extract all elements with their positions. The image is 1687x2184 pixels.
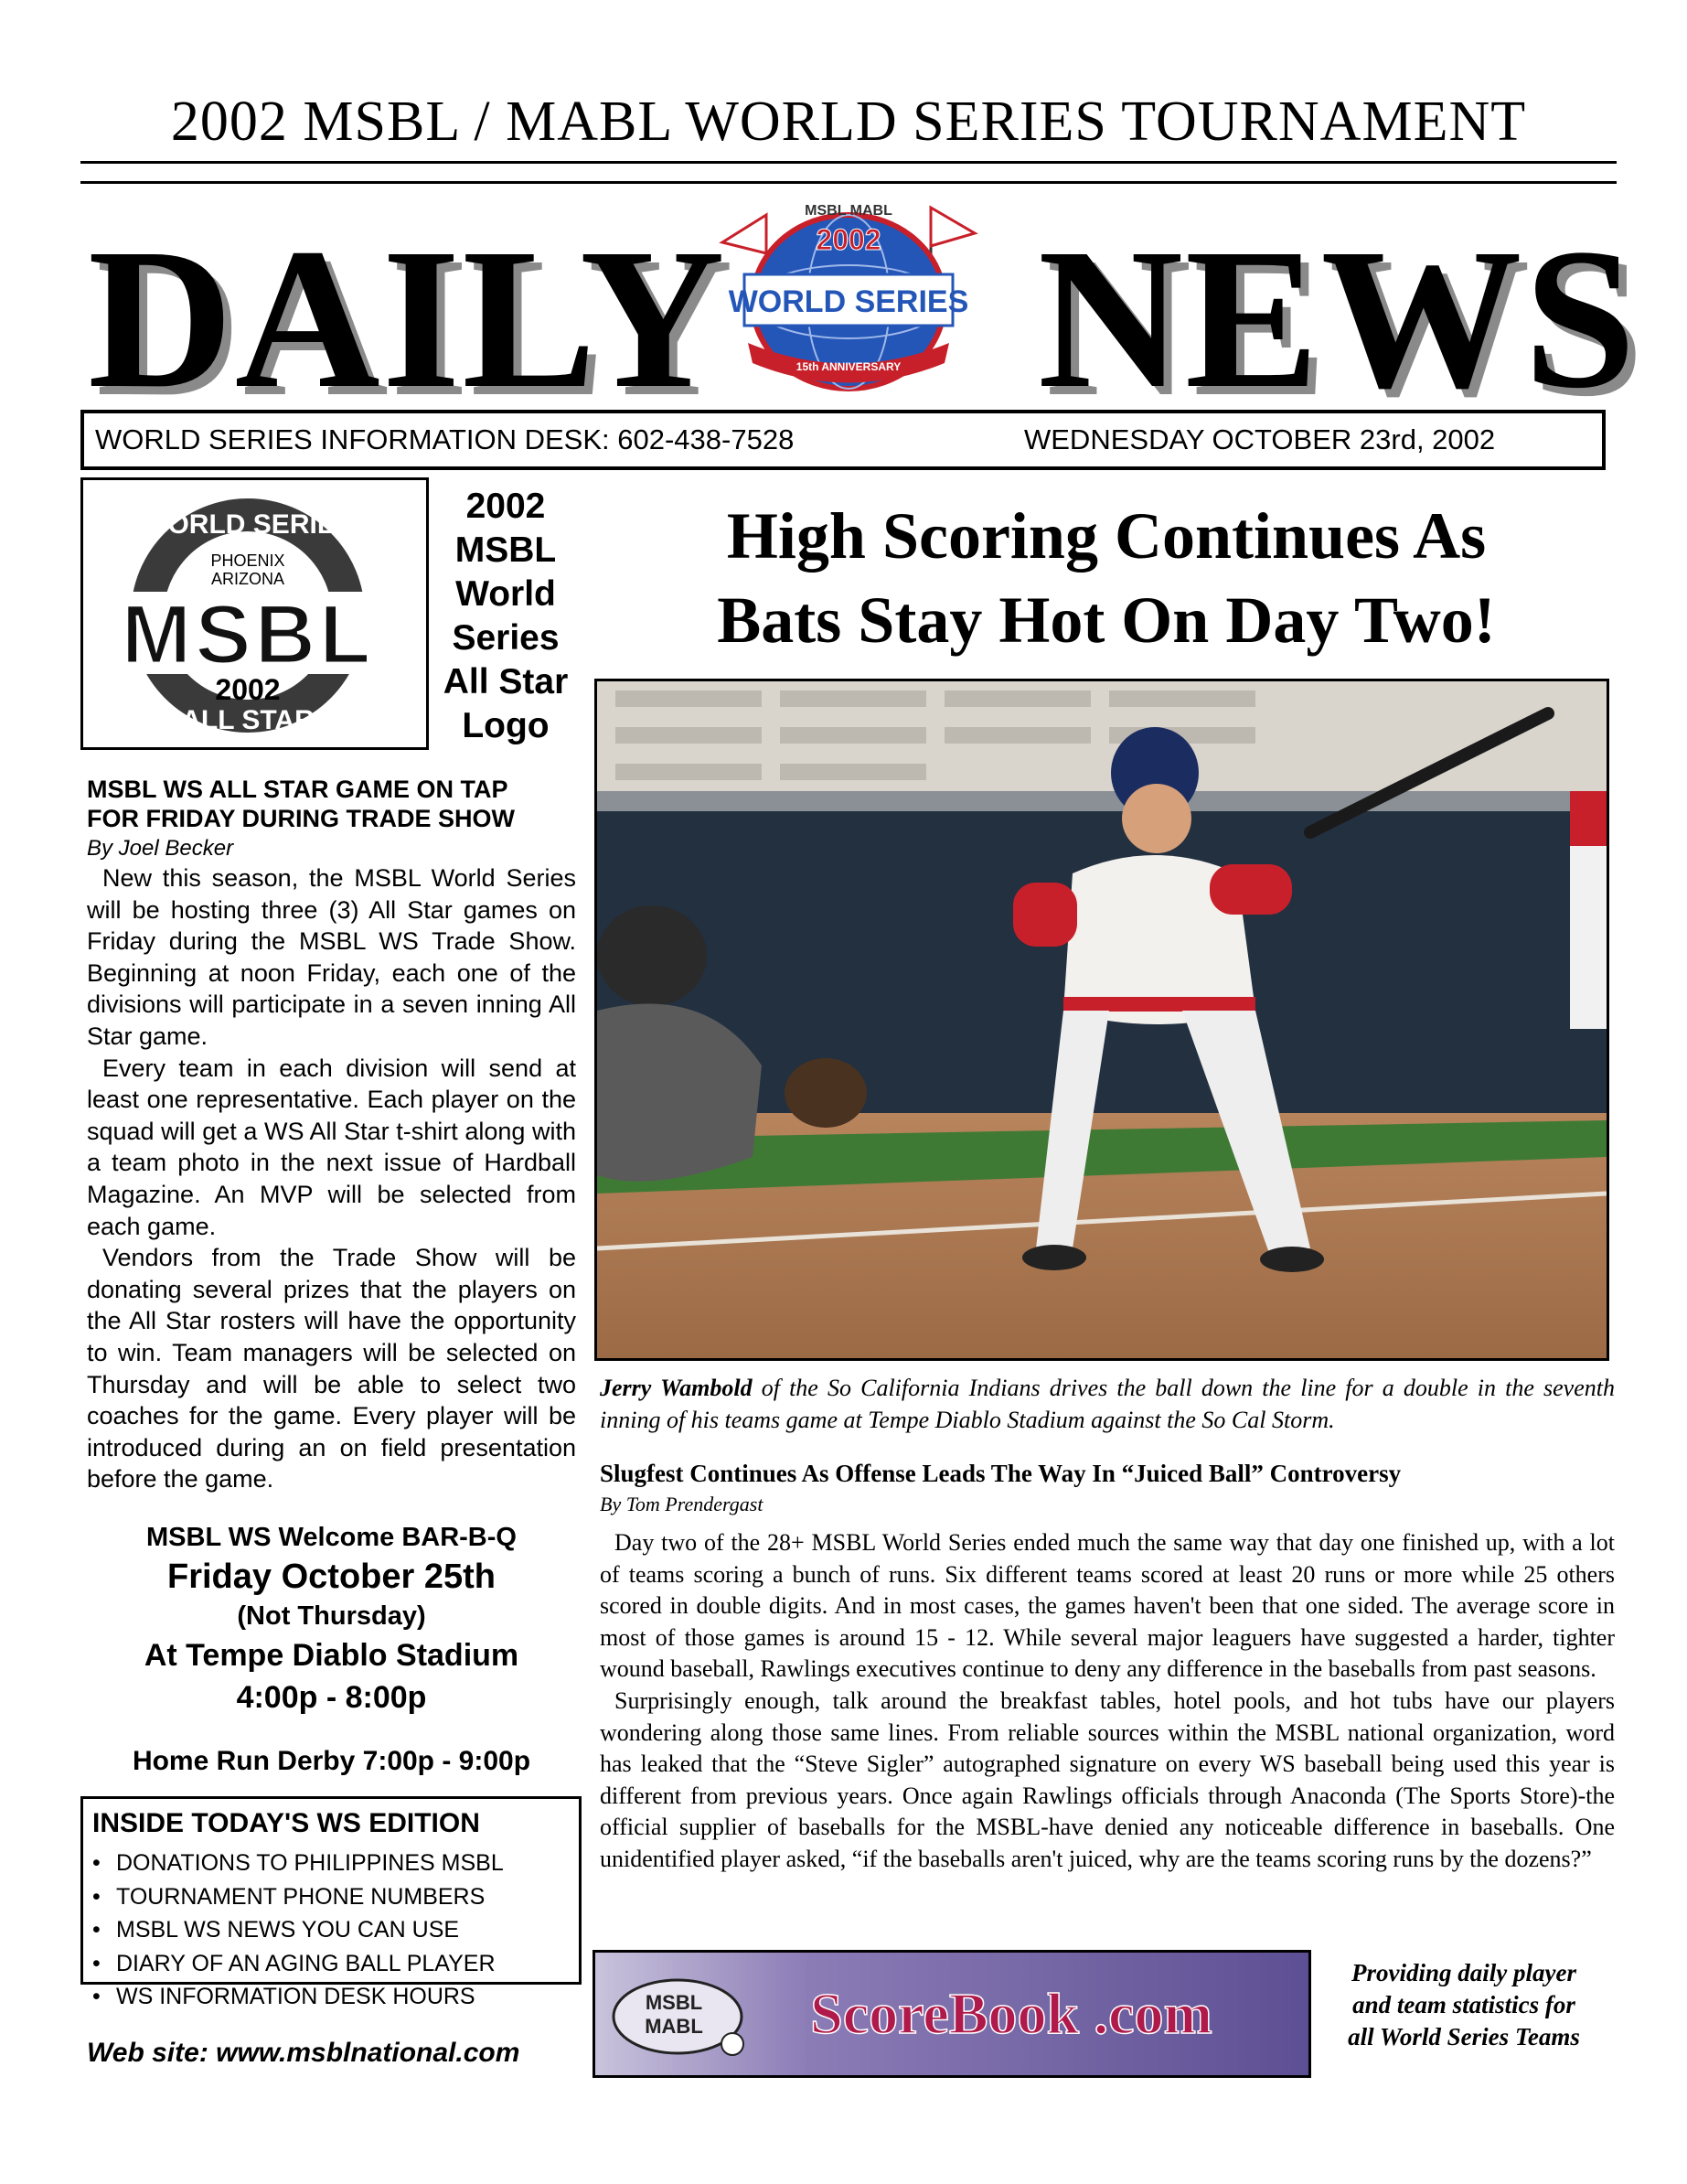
allstar-article bbox=[87, 775, 576, 1495]
ad-tagline-line: all World Series Teams bbox=[1348, 2023, 1580, 2050]
tournament-title: 2002 MSBL / MABL WORLD SERIES TOURNAMENT bbox=[170, 91, 1527, 153]
allstar-article-body bbox=[87, 862, 576, 1495]
inside-edition-box bbox=[80, 1796, 582, 2009]
inside-edition-title: INSIDE TODAY'S WS EDITION bbox=[92, 1808, 480, 1838]
issue-date: WEDNESDAY OCTOBER 23rd, 2002 bbox=[1024, 423, 1496, 455]
title-rule-top bbox=[80, 161, 1617, 164]
allstar-caption-line: 2002 bbox=[465, 487, 546, 526]
ws-logo-ribbon: 15th ANNIVERSARY bbox=[795, 360, 902, 373]
allstar-year: 2002 bbox=[215, 673, 281, 706]
home-run-derby: Home Run Derby 7:00p - 9:00p bbox=[132, 1746, 531, 1776]
inside-edition-item: • DONATIONS TO PHILIPPINES MSBL bbox=[92, 1847, 504, 1880]
ad-brand: ScoreBook .com bbox=[810, 1981, 1212, 2046]
allstar-caption-line: World bbox=[455, 574, 556, 614]
bbq-notice bbox=[87, 1520, 576, 1780]
allstar-logo-graphic bbox=[83, 480, 426, 747]
bbq-note: (Not Thursday) bbox=[237, 1601, 426, 1631]
batter-photo bbox=[594, 679, 1609, 1361]
allstar-letters: MSBL bbox=[121, 588, 375, 681]
article-paragraph: New this season, the MSBL World Series will be hosting three (3) All Star games on Friday during the MSBL WS Trade Show. Beginning at noon Friday, each one of the divisions will participate in a seven inning All Star game. bbox=[87, 864, 576, 1050]
inside-edition-item: • MSBL WS NEWS YOU CAN USE bbox=[92, 1913, 504, 1947]
ws-logo-title: WORLD SERIES bbox=[728, 284, 969, 319]
headline-line-1: High Scoring Continues As bbox=[726, 499, 1487, 573]
masthead-news: NEWS bbox=[1038, 207, 1638, 430]
title-rule-bottom bbox=[80, 181, 1617, 184]
bbq-time: 4:00p - 8:00p bbox=[236, 1680, 427, 1715]
allstar-logo-box bbox=[80, 477, 429, 750]
slugfest-byline: By Tom Prendergast bbox=[600, 1493, 763, 1515]
allstar-caption-line: Logo bbox=[462, 706, 550, 745]
caption-player-name: Jerry Wambold bbox=[600, 1375, 753, 1401]
article-paragraph: Vendors from the Trade Show will be donating several prizes that the players on the All Star rosters will have the opportunity to win. Team managers will be selected on Thursday and will be able to select two coaches for the game. Every player will be introduced during an on field presentation before the game. bbox=[87, 1244, 576, 1493]
ws-logo-top-text: MSBL MABL bbox=[805, 203, 892, 219]
inside-edition-item: • TOURNAMENT PHONE NUMBERS bbox=[92, 1880, 504, 1914]
inside-edition-list bbox=[92, 1847, 504, 2014]
inside-edition-item: • DIARY OF AN AGING BALL PLAYER bbox=[92, 1947, 504, 1981]
website-link[interactable]: Web site: www.msblnational.com bbox=[87, 2038, 520, 2068]
ad-logo-line-1: MSBL bbox=[645, 1991, 703, 2014]
masthead-daily: DAILY bbox=[88, 207, 727, 430]
ad-logo-line-2: MABL bbox=[645, 2015, 703, 2038]
inside-edition-item: • WS INFORMATION DESK HOURS bbox=[92, 1980, 504, 2014]
ad-tagline-line: and team statistics for bbox=[1352, 1991, 1575, 2018]
allstar-arc-bottom: ALL STAR bbox=[181, 705, 315, 735]
slugfest-body bbox=[600, 1527, 1615, 1876]
allstar-article-headline-2: FOR FRIDAY DURING TRADE SHOW bbox=[87, 805, 516, 832]
ad-tagline bbox=[1313, 1957, 1615, 2053]
bbq-title: MSBL WS Welcome BAR-B-Q bbox=[146, 1523, 517, 1552]
info-desk-phone: WORLD SERIES INFORMATION DESK: 602-438-7528 bbox=[95, 423, 795, 455]
main-headline bbox=[594, 494, 1618, 662]
bbq-date: Friday October 25th bbox=[167, 1558, 496, 1596]
world-series-logo bbox=[711, 187, 986, 400]
ws-logo-year: 2002 bbox=[816, 223, 881, 256]
allstar-arc-top: WORLD SERIES bbox=[142, 509, 354, 540]
allstar-article-headline-1: MSBL WS ALL STAR GAME ON TAP bbox=[87, 776, 508, 803]
allstar-caption-line: MSBL bbox=[454, 530, 557, 570]
allstar-caption-line: All Star bbox=[443, 662, 569, 701]
article-paragraph: Day two of the 28+ MSBL World Series ended much the same way that day one finished up, with a lot of teams scoring a bunch of runs. Six different teams scored at least 20 runs or more while 25 others scored in double digits. And in most cases, the games haven't been that one sided. The average score in most of those games is around 15 - 12. While several major leaguers have suggested a harder, tighter wound baseball, Rawlings executives continue to deny any difference in the baseballs from past seasons. bbox=[600, 1529, 1615, 1683]
photo-caption bbox=[600, 1372, 1615, 1436]
caption-text: of the So California Indians drives the ball down the line for a double in the seventh inning of his teams game at Tempe Diablo Stadium against the So Cal Storm. bbox=[600, 1375, 1615, 1433]
allstar-caption-line: Series bbox=[452, 618, 560, 658]
info-bar bbox=[80, 410, 1606, 470]
scorebook-ad-banner[interactable] bbox=[593, 1950, 1311, 2078]
slugfest-headline: Slugfest Continues As Offense Leads The Way In “Juiced Ball” Controversy bbox=[600, 1460, 1402, 1487]
ad-tagline-line: Providing daily player bbox=[1351, 1959, 1576, 1986]
headline-line-2: Bats Stay Hot On Day Two! bbox=[717, 583, 1496, 657]
article-paragraph: Every team in each division will send at least one representative. Each player on the squad will get a WS All Star t-shirt along with a team photo in the next issue of Hardball Magazine. An MVP will be selected from each game. bbox=[87, 1054, 576, 1240]
allstar-state: ARIZONA bbox=[210, 570, 285, 588]
article-paragraph: Surprisingly enough, talk around the breakfast tables, hotel pools, and hot tubs have our players wondering along those same lines. From reliable sources within the MSBL national organization, word has leaked that the “Steve Sigler” autographed signature on every WS baseball being used this year is different from previous years. Once again Rawlings officials through Anaconda (The Sports Store)-the official supplier of baseballs for the MSBL-have denied any noticeable difference in baseballs. One unidentified player asked, “if the baseballs aren't juiced, why are the teams scoring runs by the dozens?” bbox=[600, 1686, 1615, 1872]
allstar-logo-caption bbox=[435, 485, 576, 748]
allstar-article-byline: By Joel Becker bbox=[87, 836, 234, 861]
bbq-location: At Tempe Diablo Stadium bbox=[144, 1638, 519, 1673]
allstar-city: PHOENIX bbox=[210, 551, 285, 570]
